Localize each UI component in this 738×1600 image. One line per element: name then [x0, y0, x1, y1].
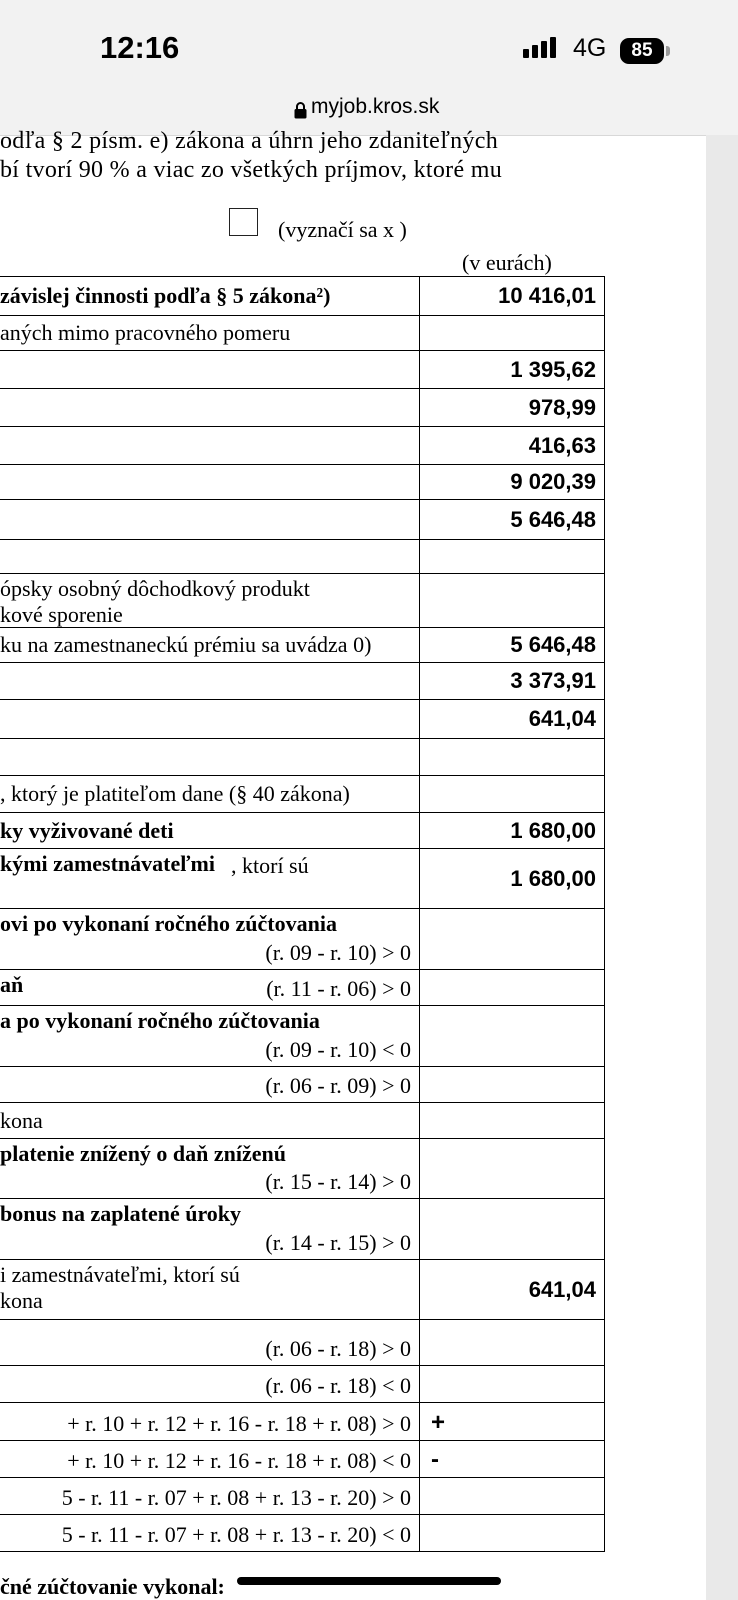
row-value-cell[interactable]: [420, 739, 605, 776]
lock-icon: [294, 102, 307, 119]
row-value-cell[interactable]: [420, 540, 605, 574]
form-row: [0, 351, 605, 389]
row-label: , ktorí sú: [231, 853, 309, 878]
currency-note: (v eurách): [462, 250, 552, 275]
row-label: a po vykonaní ročného zúčtovania: [0, 1008, 320, 1033]
form-row: [0, 1403, 605, 1441]
row-value: 10 416,01: [498, 283, 596, 308]
row-value: 3 373,91: [510, 668, 596, 693]
form-row: [0, 1199, 605, 1260]
cellular-signal-icon: [523, 37, 556, 58]
row-formula: (r. 06 - r. 09) > 0: [265, 1073, 411, 1098]
row-label-cell: [0, 574, 420, 628]
row-formula: (r. 09 - r. 10) < 0: [265, 1037, 411, 1062]
row-value-cell[interactable]: [420, 465, 605, 500]
row-label-cell: [0, 970, 420, 1006]
row-label: ku na zamestnaneckú prémiu sa uvádza 0): [0, 632, 372, 657]
row-value-cell[interactable]: [420, 1199, 605, 1260]
row-value-cell[interactable]: [420, 1260, 605, 1320]
row-value: 978,99: [528, 394, 596, 420]
row-label: platenie znížený o daň zníženú: [0, 1141, 287, 1166]
form-row: [0, 427, 605, 465]
form-row: [0, 500, 605, 540]
row-label: aň: [0, 972, 24, 997]
row-value: 1 395,62: [510, 356, 596, 382]
intro-line-2: bí tvorí 90 % a viac zo všetkých príjmov, ktoré mu: [0, 157, 502, 183]
row-value-cell[interactable]: [420, 849, 605, 909]
row-label-cell: [0, 389, 420, 427]
row-formula: (r. 06 - r. 18) > 0: [265, 1336, 411, 1361]
row-label: ópsky osobný dôchodkový produkt: [0, 576, 310, 601]
row-label-cell: [0, 316, 420, 351]
form-row: [0, 739, 605, 776]
row-value-cell[interactable]: [420, 1366, 605, 1403]
row-value-cell[interactable]: [420, 1515, 605, 1552]
row-label-cell: [0, 813, 420, 849]
row-label-cell: [0, 776, 420, 813]
row-label: kové sporenie: [0, 602, 123, 627]
row-value-cell[interactable]: [420, 1320, 605, 1366]
row-formula: (r. 06 - r. 18) < 0: [265, 1373, 411, 1398]
row-formula: + r. 10 + r. 12 + r. 16 - r. 18 + r. 08) > 0: [67, 1411, 411, 1436]
row-value: 9 020,39: [510, 469, 596, 494]
row-value: 416,63: [528, 432, 596, 458]
url-text[interactable]: myjob.kros.sk: [311, 95, 440, 118]
row-label: i zamestnávateľmi, ktorí sú: [0, 1262, 240, 1287]
row-value-cell[interactable]: [420, 277, 605, 316]
row-value-cell[interactable]: [420, 574, 605, 628]
form-row: [0, 1103, 605, 1139]
form-row: [0, 700, 605, 739]
network-type: 4G: [573, 34, 607, 62]
row-label-cell: [0, 1103, 420, 1139]
row-value-cell[interactable]: [420, 628, 605, 663]
intro-line-1: odľa § 2 písm. e) zákona a úhrn jeho zdaniteľných: [0, 128, 499, 154]
row-value-cell[interactable]: [420, 1403, 605, 1441]
form-row: [0, 1139, 605, 1199]
row-label-cell: [0, 663, 420, 700]
row-label-cell: [0, 700, 420, 739]
form-row: [0, 849, 605, 909]
clock: 12:16: [100, 30, 180, 65]
row-value-cell[interactable]: [420, 663, 605, 700]
row-label-cell: [0, 500, 420, 540]
status-bar: [0, 0, 738, 95]
form-row: [0, 1478, 605, 1515]
row-label: kými zamestnávateľmi: [0, 851, 215, 876]
row-value-cell[interactable]: [420, 1103, 605, 1139]
form-row: [0, 540, 605, 574]
row-label: , ktorý je platiteľom dane (§ 40 zákona): [0, 781, 350, 806]
row-formula: (r. 11 - r. 06) > 0: [266, 976, 411, 1001]
row-label-cell: [0, 1260, 420, 1320]
checkbox-note: (vyznačí sa x ): [278, 217, 407, 242]
form-row: [0, 776, 605, 813]
row-formula: (r. 14 - r. 15) > 0: [265, 1230, 411, 1255]
row-label: kona: [0, 1107, 43, 1133]
row-value-cell[interactable]: [420, 970, 605, 1006]
row-label: aných mimo pracovného pomeru: [0, 320, 291, 345]
row-label-cell: [0, 1067, 420, 1103]
row-label-cell: [0, 1366, 420, 1403]
row-value-cell[interactable]: [420, 500, 605, 540]
row-value-cell[interactable]: [420, 776, 605, 813]
row-value-cell[interactable]: [420, 813, 605, 849]
row-label-cell: [0, 1006, 420, 1067]
row-value-cell[interactable]: [420, 700, 605, 739]
row-value: 1 680,00: [510, 865, 596, 891]
row-label-cell: [0, 351, 420, 389]
row-label-cell: [0, 465, 420, 500]
battery-tip: [666, 46, 670, 56]
row-formula: (r. 15 - r. 14) > 0: [265, 1169, 411, 1194]
row-value-cell[interactable]: [420, 1441, 605, 1478]
tax-form-table: [0, 276, 605, 1552]
row-label: kona: [0, 1288, 43, 1313]
row-value-cell[interactable]: [420, 909, 605, 970]
form-row: [0, 277, 605, 316]
row-label-cell: [0, 277, 420, 316]
form-row: [0, 628, 605, 663]
row-label-cell: [0, 540, 420, 574]
row-label-cell: [0, 1478, 420, 1515]
mark-checkbox[interactable]: [229, 208, 258, 236]
row-value: 641,04: [528, 706, 596, 731]
form-row: [0, 1320, 605, 1366]
row-sign: +: [431, 1408, 446, 1436]
form-row: [0, 465, 605, 500]
row-label: ovi po vykonaní ročného zúčtovania: [0, 911, 337, 936]
row-label-cell: [0, 1320, 420, 1366]
home-indicator: [237, 1577, 501, 1585]
row-value: 1 680,00: [510, 817, 596, 843]
row-value-cell[interactable]: [420, 351, 605, 389]
row-formula: 5 - r. 11 - r. 07 + r. 08 + r. 13 - r. 20) < 0: [61, 1522, 411, 1547]
row-value-cell[interactable]: [420, 1478, 605, 1515]
form-row: [0, 574, 605, 628]
row-label-cell: [0, 1199, 420, 1260]
row-value-cell[interactable]: [420, 389, 605, 427]
row-label: ky vyživované deti: [0, 817, 174, 843]
row-label-cell: [0, 628, 420, 663]
row-value: 5 646,48: [510, 632, 596, 657]
form-row: [0, 389, 605, 427]
footer-text: čné zúčtovanie vykonal:: [0, 1574, 225, 1599]
row-value-cell[interactable]: [420, 1067, 605, 1103]
row-label-cell: [0, 1403, 420, 1441]
row-formula: + r. 10 + r. 12 + r. 16 - r. 18 + r. 08) < 0: [67, 1448, 411, 1473]
form-row: [0, 1366, 605, 1403]
row-label-cell: [0, 1441, 420, 1478]
form-row: [0, 970, 605, 1006]
form-row: [0, 1441, 605, 1478]
form-row: [0, 1515, 605, 1552]
form-row: [0, 1067, 605, 1103]
page-margin: [706, 135, 738, 1600]
form-row: [0, 663, 605, 700]
row-value-cell[interactable]: [420, 1006, 605, 1067]
form-row: [0, 909, 605, 970]
form-row: [0, 1260, 605, 1320]
row-value-cell[interactable]: [420, 1139, 605, 1199]
battery-icon: 85: [620, 38, 664, 64]
row-value-cell[interactable]: [420, 427, 605, 465]
row-label-cell: [0, 427, 420, 465]
row-label-cell: [0, 909, 420, 970]
form-row: [0, 1006, 605, 1067]
form-row: [0, 316, 605, 351]
row-formula: (r. 09 - r. 10) > 0: [265, 940, 411, 965]
row-value: 641,04: [528, 1276, 596, 1302]
row-label: bonus na zaplatené úroky: [0, 1201, 242, 1226]
row-label-cell: [0, 849, 420, 909]
form-row: [0, 813, 605, 849]
row-value-cell[interactable]: [420, 316, 605, 351]
row-value: 5 646,48: [510, 506, 596, 532]
row-label-cell: [0, 1515, 420, 1552]
row-label: závislej činnosti podľa § 5 zákona²): [0, 283, 331, 308]
row-formula: 5 - r. 11 - r. 07 + r. 08 + r. 13 - r. 20) > 0: [61, 1485, 411, 1510]
row-label-cell: [0, 739, 420, 776]
row-sign: -: [431, 1446, 439, 1473]
row-label-cell: [0, 1139, 420, 1199]
